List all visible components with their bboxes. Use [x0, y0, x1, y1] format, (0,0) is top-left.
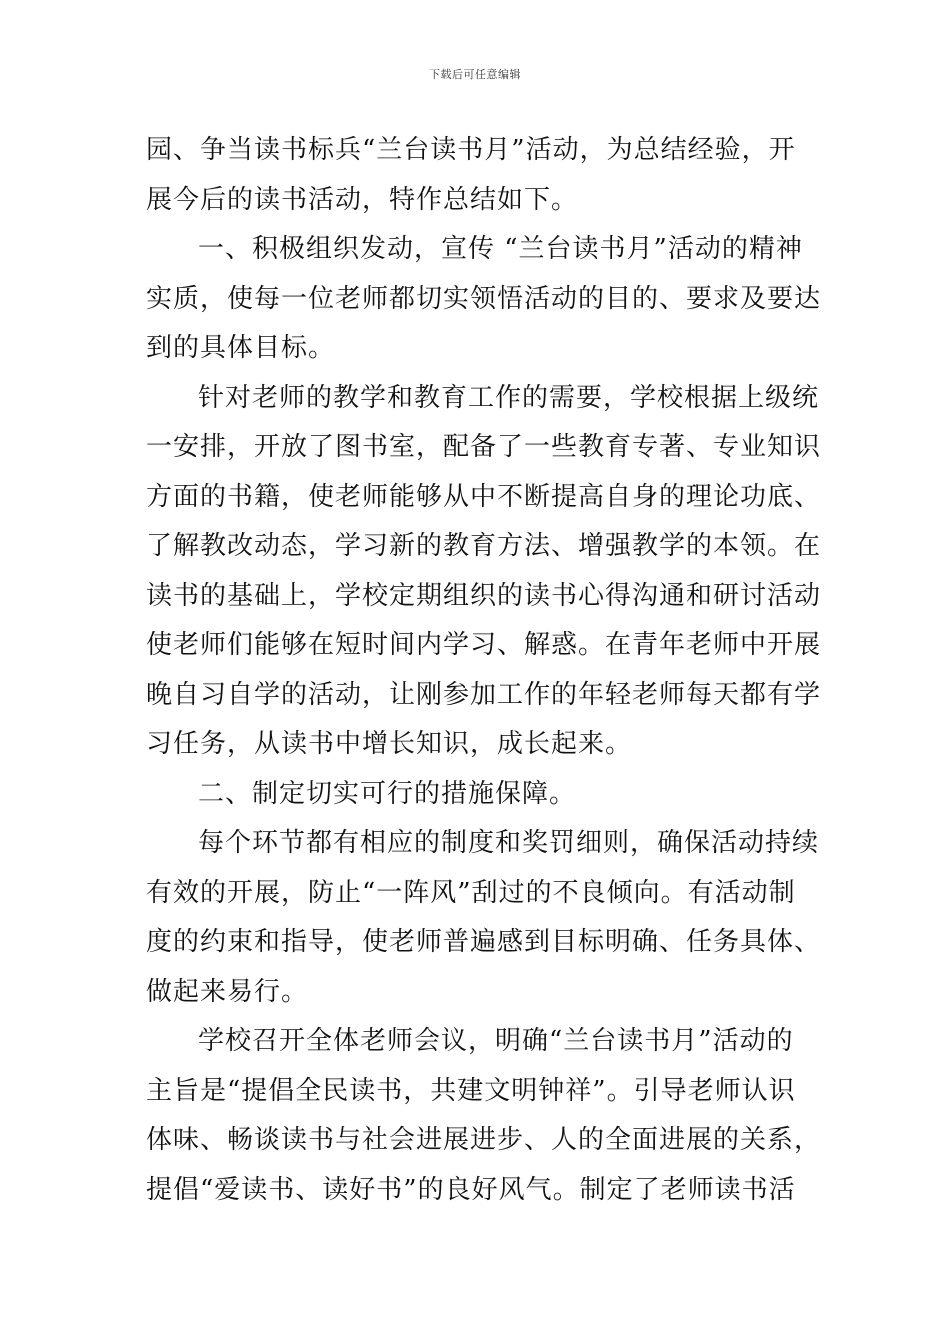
text-line: 习任务，从读书中增长知识，成长起来。 — [146, 729, 633, 759]
text-line: 使老师们能够在短时间内学习、解惑。在青年老师中开展 — [146, 630, 822, 660]
text-line: 主旨是“提倡全民读书，共建文明钟祥”。引导老师认识 — [146, 1075, 796, 1106]
document-body — [146, 126, 822, 1215]
text-line: 方面的书籍，使老师能够从中不断提高自身的理论功底、 — [146, 481, 822, 512]
text-line: 做起来易行。 — [146, 976, 309, 1007]
text-line: 度的约束和指导，使老师普遍感到目标明确、任务具体、 — [146, 927, 822, 957]
text-line: 晚自习自学的活动，让刚参加工作的年轻老师每天都有学 — [146, 679, 822, 710]
text-line: 一、积极组织发动，宣传 “兰台读书月”活动的精神 — [198, 234, 803, 264]
text-line: 园、争当读书标兵“兰台读书月”活动，为总结经验，开 — [146, 135, 796, 165]
text-line: 体味、畅谈读书与社会进展进步、人的全面进展的关系， — [146, 1125, 822, 1155]
text-line: 展今后的读书活动，特作总结如下。 — [146, 184, 579, 215]
text-line: 二、制定切实可行的措施保障。 — [198, 778, 577, 809]
text-line: 读书的基础上，学校定期组织的读书心得沟通和研讨活动 — [146, 580, 822, 611]
text-line: 每个环节都有相应的制度和奖罚细则，确保活动持续 — [198, 828, 820, 858]
text-line: 到的具体目标。 — [146, 333, 336, 363]
page-header: 下载后可任意编辑 — [429, 68, 521, 81]
text-line: 提倡“爱读书、读好书”的良好风气。制定了老师读书活 — [146, 1174, 796, 1205]
text-line: 针对老师的教学和教育工作的需要，学校根据上级统 — [198, 382, 820, 413]
text-line: 实质，使每一位老师都切实领悟活动的目的、要求及要达 — [146, 283, 822, 314]
text-line: 学校召开全体老师会议，明确“兰台读书月”活动的 — [198, 1026, 794, 1056]
text-line: 有效的开展，防止“一阵风”刮过的不良倾向。有活动制 — [146, 877, 796, 908]
text-line: 一安排，开放了图书室，配备了一些教育专著、专业知识 — [146, 432, 822, 462]
text-line: 了解教改动态，学习新的教育方法、增强教学的本领。在 — [146, 531, 822, 561]
